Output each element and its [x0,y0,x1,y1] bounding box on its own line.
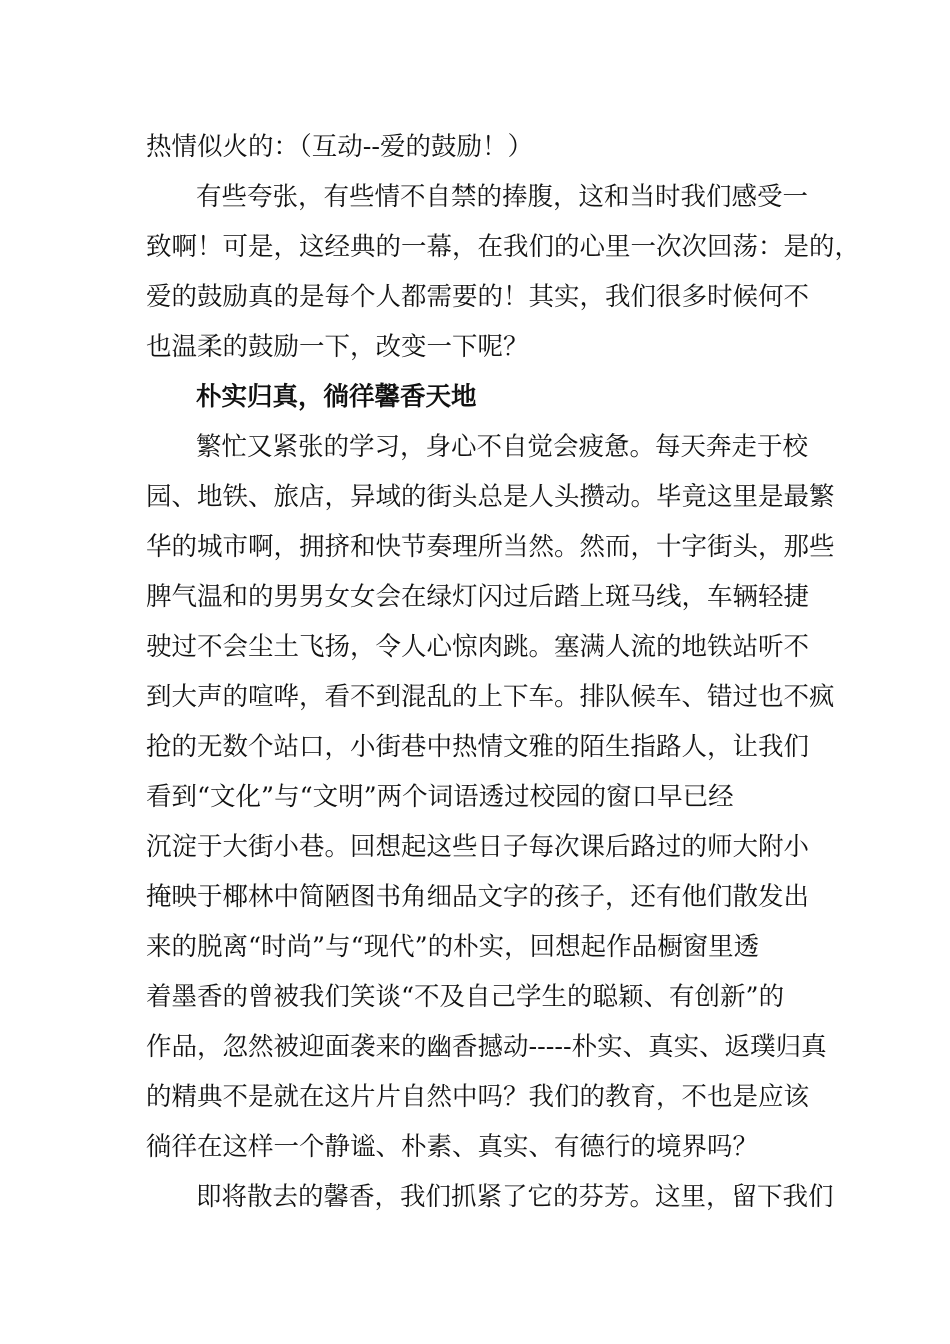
text-line: 的精典不是就在这片片自然中吗？我们的教育，不也是应该 [146,1082,810,1112]
text-line: 徜徉在这样一个静谧、朴素、真实、有德行的境界吗？ [146,1132,759,1162]
text-line: 着墨香的曾被我们笑谈“不及自己学生的聪颖、有创新”的 [146,982,785,1012]
text-line: 园、地铁、旅店，异域的街头总是人头攒动。毕竟这里是最繁 [146,482,835,512]
text-line: 看到“文化”与“文明”两个词语透过校园的窗口早已经 [146,782,734,812]
text-line: 脾气温和的男男女女会在绿灯闪过后踏上斑马线，车辆轻捷 [146,582,810,612]
section-heading: 朴实归真，徜徉馨香天地 [196,382,477,412]
text-line: 也温柔的鼓励一下，改变一下呢？ [146,332,529,362]
paragraph-first-line: 繁忙又紧张的学习，身心不自觉会疲惫。每天奔走于校 [196,432,809,462]
text-line: 到大声的喧哗，看不到混乱的上下车。排队候车、错过也不疯 [146,682,835,712]
text-line: 致啊！可是，这经典的一幕，在我们的心里一次次回荡：是的， [146,232,861,262]
text-line: 爱的鼓励真的是每个人都需要的！其实，我们很多时候何不 [146,282,810,312]
text-line: 来的脱离“时尚”与“现代”的朴实，回想起作品橱窗里透 [146,932,760,962]
text-line: 驶过不会尘土飞扬，令人心惊肉跳。塞满人流的地铁站听不 [146,632,810,662]
paragraph-first-line: 即将散去的馨香，我们抓紧了它的芬芳。这里，留下我们 [196,1182,834,1212]
text-line: 热情似火的：（互动--爱的鼓励！） [146,132,533,162]
text-line: 作品，忽然被迎面袭来的幽香撼动-----朴实、真实、返璞归真 [146,1032,827,1062]
text-line: 沉淀于大街小巷。回想起这些日子每次课后路过的师大附小 [146,832,810,862]
text-line: 抢的无数个站口，小街巷中热情文雅的陌生指路人，让我们 [146,732,810,762]
paragraph-first-line: 有些夸张，有些情不自禁的捧腹，这和当时我们感受一 [196,182,809,212]
text-line: 华的城市啊，拥挤和快节奏理所当然。然而，十字街头，那些 [146,532,835,562]
text-line: 掩映于椰林中简陋图书角细品文字的孩子，还有他们散发出 [146,882,810,912]
